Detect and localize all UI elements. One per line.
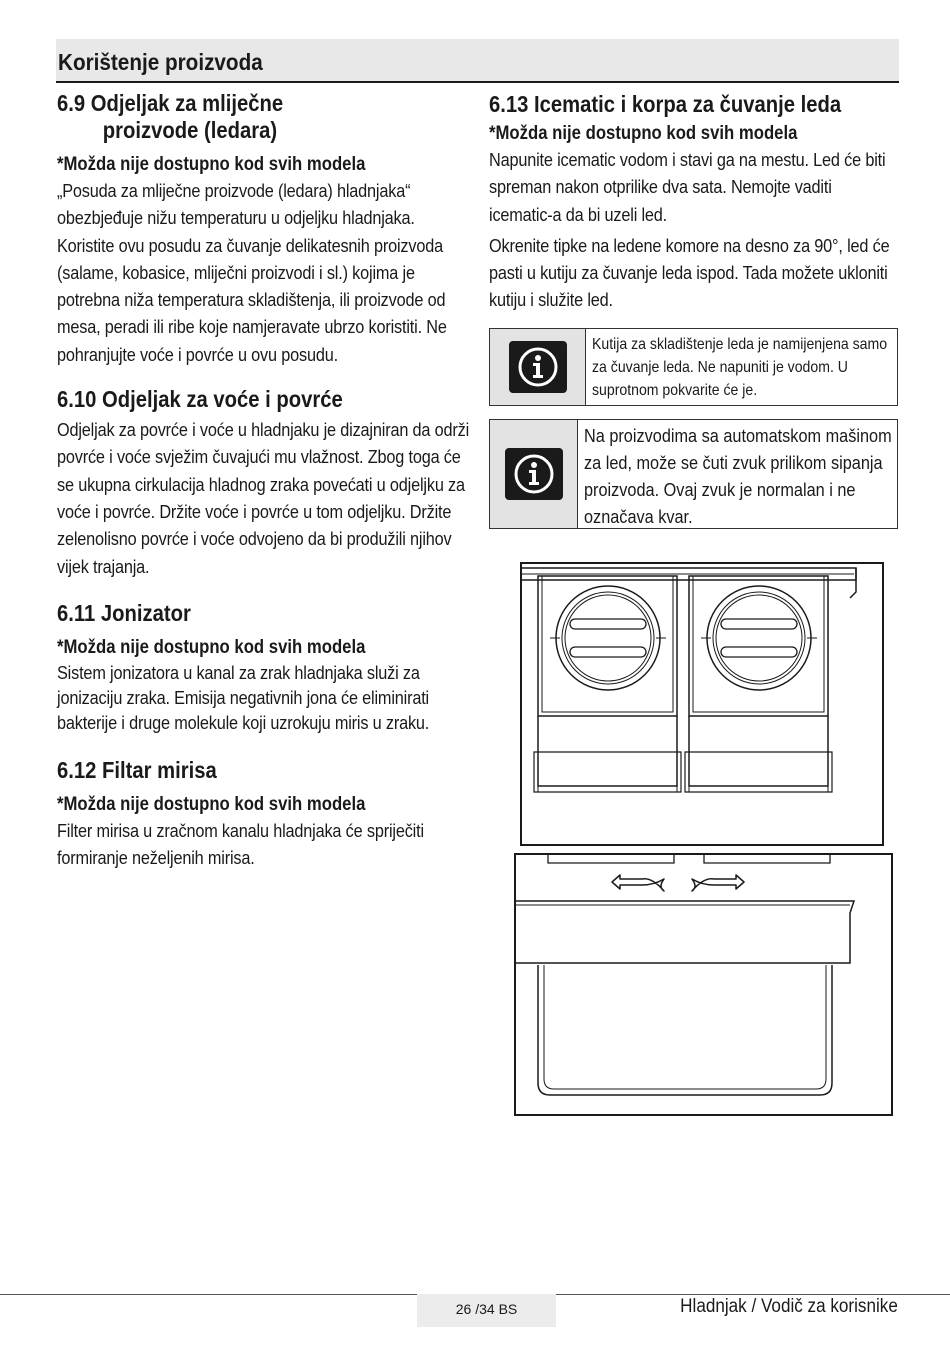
header-title: Korištenje proizvoda <box>58 49 263 75</box>
left-column <box>57 90 475 871</box>
section-6-13-title: 6.13 Icematic i korpa za čuvanje leda <box>489 91 842 117</box>
section-6-12-title: 6.12 Filtar mirisa <box>57 756 217 783</box>
section-body: „Posuda za mliječne proizvode (ledara) hladnjaka“ obezbjeđuje nižu temperaturu u odjeljku hladnjaka. Koristite ovu posudu za čuvanje delikatesnih proizvoda (salame, kobasice, mliječni proizvodi i sl.) kojima je potrebna niža temperatura skladištenja, ili proizvode od mesa, peradi ili ribe koje namjeravate ubrzo koristiti. Ne pohranjujte voće i povrće u ovu posudu. <box>57 180 447 365</box>
info-text: Kutija za skladištenje leda je namijenjena samo za čuvanje leda. Ne napuniti je vodom. U suprotnom pokvarite će je. <box>592 336 888 399</box>
section-6-11-note: *Možda nije dostupno kod svih modela <box>57 636 366 658</box>
info-icon <box>505 448 563 500</box>
section-6-13-body-1: Napunite icematic vodom i stavi ga na mestu. Led će biti spreman nakon otprilike dva sata. Nemojte vaditi icematic-a da bi uzeli led. <box>489 149 886 225</box>
page-number: 26 /34 BS <box>417 1294 556 1327</box>
section-6-9 <box>57 90 475 871</box>
title-line-1: 6.9 Odjeljak za mliječne <box>57 90 284 116</box>
page-header <box>56 39 899 83</box>
availability-note: *Možda nije dostupno kod svih modela <box>57 154 366 175</box>
info-text: Na proizvodima sa automatskom mašinom za led, može se čuti zvuk prilikom sipanja proizvoda. Ovaj zvuk je normalan i ne označava kvar. <box>584 425 892 527</box>
section-6-11-body: Sistem jonizatora u kanal za zrak hladnjaka služi za jonizaciju zraka. Emisija negativnih jona će eliminirati bakterije i druge molekule koji uzrokuju miris u zraku. <box>57 661 430 733</box>
section-6-10-title: 6.10 Odjeljak za voće i povrće <box>57 386 343 413</box>
section-6-13 <box>489 91 899 314</box>
icematic-illustration <box>520 562 884 846</box>
right-column <box>489 90 899 314</box>
title-line-2: proizvode (ledara) <box>102 117 278 143</box>
section-6-11-title: 6.11 Jonizator <box>57 599 191 626</box>
info-box-sound <box>489 419 898 529</box>
footer-doc-title: Hladnjak / Vodič za korisnike <box>680 1296 898 1317</box>
info-box-storage <box>489 328 898 406</box>
section-title <box>57 90 475 144</box>
section-6-13-body-2: Okrenite tipke na ledene komore na desno za 90°, led će pasti u kutiju za čuvanje leda ispod. Tada možete ukloniti kutiju i služite led. <box>489 234 890 311</box>
section-6-12-note: *Možda nije dostupno kod svih modela <box>57 793 366 815</box>
section-6-10-body: Odjeljak za povrće i voće u hladnjaku je dizajniran da održi povrće i voće svježim čuvajući mu vlažnost. Zbog toga će se ukupna cirkulacija hladnog zraka povećati u odjeljku za voće i povrće. Držite voće i povrće u tom odjeljku. Držite zelenolisno povrće i voće odvojeno da bi produžili njihov vijek trajanja. <box>57 419 470 577</box>
section-6-13-note: *Možda nije dostupno kod svih modela <box>489 123 798 144</box>
section-6-12-body: Filter mirisa u zračnom kanalu hladnjaka će spriječiti formiranje neželjenih mirisa. <box>57 819 424 868</box>
ice-box-illustration <box>514 853 893 1116</box>
info-icon <box>509 341 567 393</box>
